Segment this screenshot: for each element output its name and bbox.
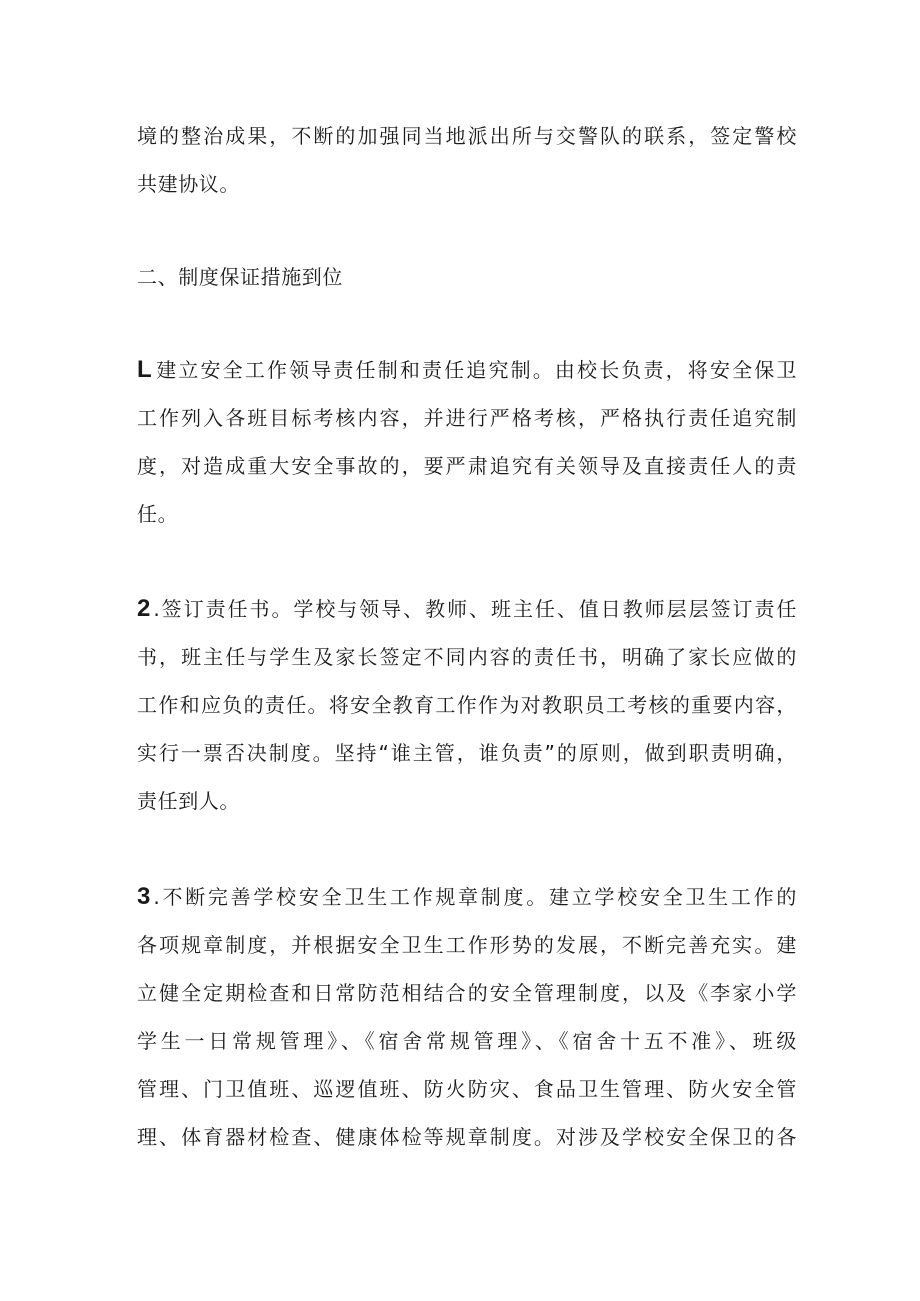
item-number: L — [137, 356, 152, 383]
paragraph-line: 共建协议。 — [137, 172, 240, 196]
section-heading-text: 二、制度保证措施到位 — [137, 265, 343, 289]
paragraph-line: 书，班主任与学生及家长签定不同内容的责任书，明确了家长应做的 — [137, 645, 797, 669]
paragraph-line — [137, 346, 797, 394]
paragraph-line: 立健全定期检查和日常防范相结合的安全管理制度，以及《李家小学 — [137, 981, 797, 1005]
paragraph-line: 任。 — [137, 502, 179, 526]
paragraph-line: 各项规章制度，并根据安全卫生工作形势的发展，不断完善充实。建 — [137, 933, 797, 957]
paragraph-item-1 — [137, 346, 797, 538]
paragraph-line: 理、体育器材检查、健康体检等规章制度。对涉及学校安全保卫的各 — [137, 1125, 797, 1149]
paragraph-continuation — [137, 112, 797, 208]
paragraph-line-text: .签订责任书。学校与领导、教师、班主任、值日教师层层签订责任 — [153, 597, 797, 621]
item-number: 3 — [137, 883, 151, 910]
paragraph-line — [137, 873, 797, 921]
paragraph-line: 工作和应负的责任。将安全教育工作作为对教职员工考核的重要内容， — [137, 693, 797, 717]
paragraph-line — [137, 585, 797, 633]
paragraph-line: 工作列入各班目标考核内容，并进行严格考核，严格执行责任追究制 — [137, 406, 797, 430]
paragraph-line: 责任到人。 — [137, 789, 240, 813]
paragraph-line: 管理、门卫值班、巡逻值班、防火防灾、食品卫生管理、防火安全管 — [137, 1077, 797, 1101]
section-heading — [137, 253, 797, 301]
paragraph-line: 度，对造成重大安全事故的，要严肃追究有关领导及直接责任人的责 — [137, 454, 797, 478]
item-number: 2 — [137, 595, 151, 622]
paragraph-item-2 — [137, 585, 797, 825]
paragraph-item-3 — [137, 873, 797, 1161]
paragraph-line: 境的整治成果，不断的加强同当地派出所与交警队的联系，签定警校 — [137, 124, 797, 148]
paragraph-line-text: 建立安全工作领导责任制和责任追究制。由校长负责，将安全保卫 — [154, 358, 797, 382]
paragraph-line: 学生一日常规管理》、《宿舍常规管理》、《宿舍十五不准》、班级 — [137, 1029, 797, 1053]
paragraph-line-text: .不断完善学校安全卫生工作规章制度。建立学校安全卫生工作的 — [153, 885, 797, 909]
paragraph-line: 实行一票否决制度。坚持“谁主管，谁负责”的原则，做到职责明确， — [137, 741, 797, 765]
